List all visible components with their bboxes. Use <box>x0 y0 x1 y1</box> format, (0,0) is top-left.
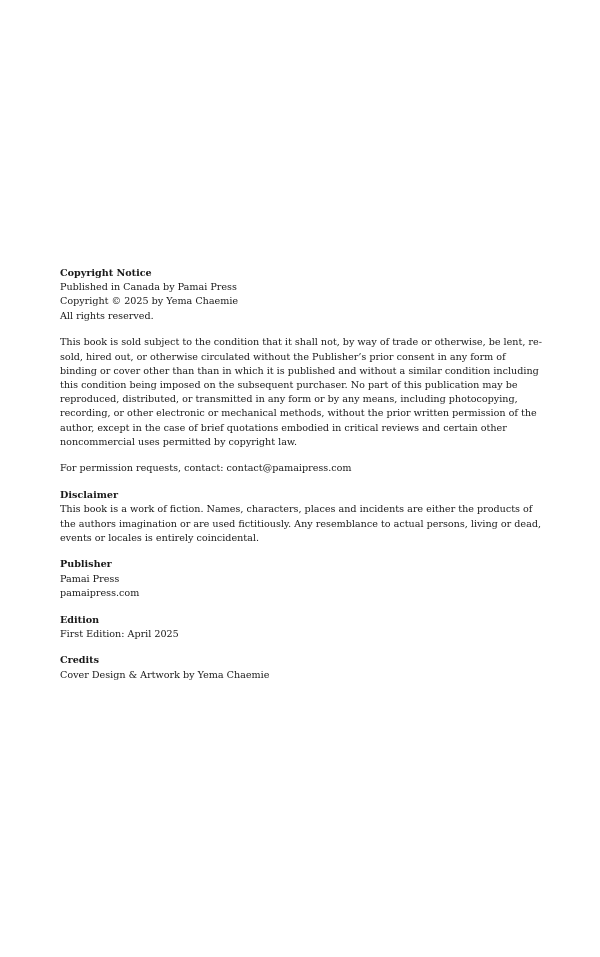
permissions-section <box>60 462 542 476</box>
edition-heading: Edition <box>60 614 100 626</box>
rights-reserved-line: All rights reserved. <box>60 310 154 322</box>
disclaimer-heading: Disclaimer <box>60 490 119 502</box>
permissions-text: For permission requests, contact: contact@pamaipress.com <box>60 463 352 475</box>
publisher-website: pamaipress.com <box>60 587 140 599</box>
publisher-heading: Publisher <box>60 559 112 571</box>
credits-value: Cover Design & Artwork by Yema Chaemie <box>60 669 270 681</box>
disclaimer-section <box>60 489 542 546</box>
credits-heading: Credits <box>60 655 99 667</box>
copyright-body-text: This book is sold subject to the condition that it shall not, by way of trade or otherwise, be lent, re-sold, hired out, or otherwise circulated without the Publisher’s prior consent in any form of binding or cover other than than in which it is published and without a similar condition including this condition being imposed on the subsequent purchaser. No part of this publication may be reproduced, distributed, or transmitted in any form or by any means, including photocopying, recording, or other electronic or mechanical methods, without the prior written permission of the author, except in the case of brief quotations embodied in critical reviews and certain other noncommercial uses permitted by copyright law. <box>60 337 542 448</box>
copyright-body-section <box>60 336 542 450</box>
publisher-name: Pamai Press <box>60 573 120 585</box>
publisher-section <box>60 558 542 601</box>
copyright-line: Copyright © 2025 by Yema Chaemie <box>60 296 239 308</box>
published-in-line: Published in Canada by Pamai Press <box>60 282 237 294</box>
copyright-page <box>60 267 542 695</box>
credits-section <box>60 654 542 682</box>
edition-value: First Edition: April 2025 <box>60 628 179 640</box>
copyright-notice-heading: Copyright Notice <box>60 268 152 279</box>
edition-section <box>60 614 542 642</box>
disclaimer-text: This book is a work of fiction. Names, characters, places and incidents are either the products of the authors imagination or are used fictitiously. Any resemblance to actual persons, living or dead, events or locales is entirely coincidental. <box>60 504 542 544</box>
copyright-notice-section <box>60 267 542 324</box>
